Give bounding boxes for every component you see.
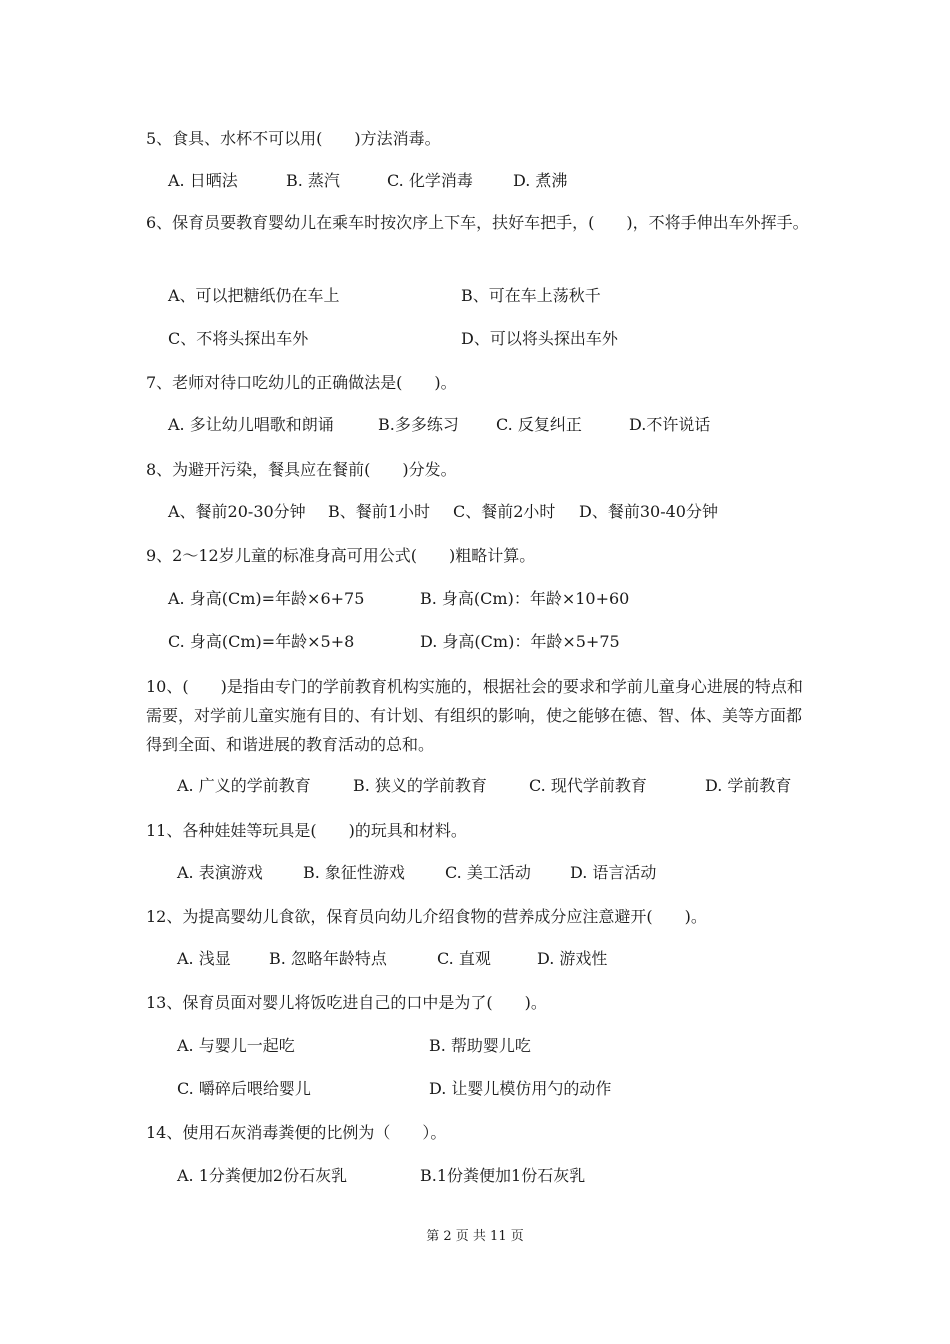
option: B. 象征性游戏 xyxy=(303,863,405,882)
question-12-options xyxy=(177,947,837,971)
option: C. 嚼碎后喂给婴儿 xyxy=(177,1079,311,1098)
option: A. 日晒法 xyxy=(168,171,238,190)
option: C. 反复纠正 xyxy=(496,415,582,434)
question-13-options-row-1 xyxy=(177,1034,837,1058)
question-11-stem: 11、各种娃娃等玩具是( )的玩具和材料。 xyxy=(146,821,467,840)
question-8-options xyxy=(168,500,828,524)
option: D、餐前30-40分钟 xyxy=(579,502,718,521)
question-7-options xyxy=(168,413,828,437)
option: D. 语言活动 xyxy=(570,863,657,882)
option: A. 表演游戏 xyxy=(177,863,263,882)
question-12-stem: 12、为提高婴幼儿食欲，保育员向幼儿介绍食物的营养成分应注意避开( )。 xyxy=(146,907,707,926)
option: C、不将头探出车外 xyxy=(168,329,309,348)
option: B. 忽略年龄特点 xyxy=(269,949,387,968)
option: C. 现代学前教育 xyxy=(529,776,647,795)
option: C. 化学消毒 xyxy=(387,171,473,190)
question-7-stem: 7、老师对待口吃幼儿的正确做法是( )。 xyxy=(146,373,457,392)
option: C. 身高(Cm)=年龄×5+8 xyxy=(168,632,355,651)
question-6-stem: 6、保育员要教育婴幼儿在乘车时按次序上下车，扶好车把手，( )，不将手伸出车外挥手。 xyxy=(146,213,809,232)
question-5-stem: 5、食具、水杯不可以用( )方法消毒。 xyxy=(146,129,441,148)
question-6-options-row-1 xyxy=(168,284,828,308)
question-6-options-row-2 xyxy=(168,327,828,351)
option: A、餐前20-30分钟 xyxy=(168,502,306,521)
question-10-stem: 10、( )是指由专门的学前教育机构实施的，根据社会的要求和学前儿童身心进展的特点和需要，对学前儿童实施有目的、有计划、有组织的影响，使之能够在德、智、体、美等方面都得到全面、和谐进展的教育活动的总和。 xyxy=(146,677,803,754)
question-5-options xyxy=(168,169,828,193)
option: B. 狭义的学前教育 xyxy=(353,776,487,795)
option: D. 游戏性 xyxy=(537,949,608,968)
option: B. 身高(Cm)：年龄×10+60 xyxy=(420,589,630,608)
question-9-stem: 9、2～12岁儿童的标准身高可用公式( )粗略计算。 xyxy=(146,546,536,565)
page-number-footer: 第 2 页 共 11 页 xyxy=(426,1229,524,1244)
question-11-options xyxy=(177,861,837,885)
option: D. 让婴儿模仿用勺的动作 xyxy=(429,1079,612,1098)
option: B、餐前1小时 xyxy=(328,502,430,521)
question-13-options-row-2 xyxy=(177,1077,837,1101)
option: B.1份粪便加1份石灰乳 xyxy=(420,1166,586,1185)
option: A. 广义的学前教育 xyxy=(177,776,311,795)
question-14-options xyxy=(177,1164,837,1188)
option: B.多多练习 xyxy=(378,415,459,434)
option: C. 直观 xyxy=(437,949,491,968)
option: A. 身高(Cm)=年龄×6+75 xyxy=(168,589,365,608)
option: A. 多让幼儿唱歌和朗诵 xyxy=(168,415,334,434)
question-9-options-row-1 xyxy=(168,587,828,611)
option: D.不许说话 xyxy=(629,415,711,434)
option: A. 与婴儿一起吃 xyxy=(177,1036,295,1055)
option: B. 蒸汽 xyxy=(286,171,340,190)
option: A. 1分粪便加2份石灰乳 xyxy=(177,1166,348,1185)
option: D. 煮沸 xyxy=(513,171,568,190)
question-13-stem: 13、保育员面对婴儿将饭吃进自己的口中是为了( )。 xyxy=(146,993,547,1012)
option: A. 浅显 xyxy=(177,949,231,968)
option: D. 身高(Cm)：年龄×5+75 xyxy=(420,632,620,651)
option: D. 学前教育 xyxy=(705,776,792,795)
question-8-stem: 8、为避开污染，餐具应在餐前( )分发。 xyxy=(146,460,457,479)
option: B、可在车上荡秋千 xyxy=(461,286,601,305)
question-9-options-row-2 xyxy=(168,630,828,654)
option: B. 帮助婴儿吃 xyxy=(429,1036,531,1055)
option: C. 美工活动 xyxy=(445,863,531,882)
question-10-options xyxy=(177,774,837,798)
option: A、可以把糖纸仍在车上 xyxy=(168,286,340,305)
option: C、餐前2小时 xyxy=(453,502,556,521)
option: D、可以将头探出车外 xyxy=(461,329,618,348)
question-14-stem: 14、使用石灰消毒粪便的比例为（ ）。 xyxy=(146,1123,447,1142)
